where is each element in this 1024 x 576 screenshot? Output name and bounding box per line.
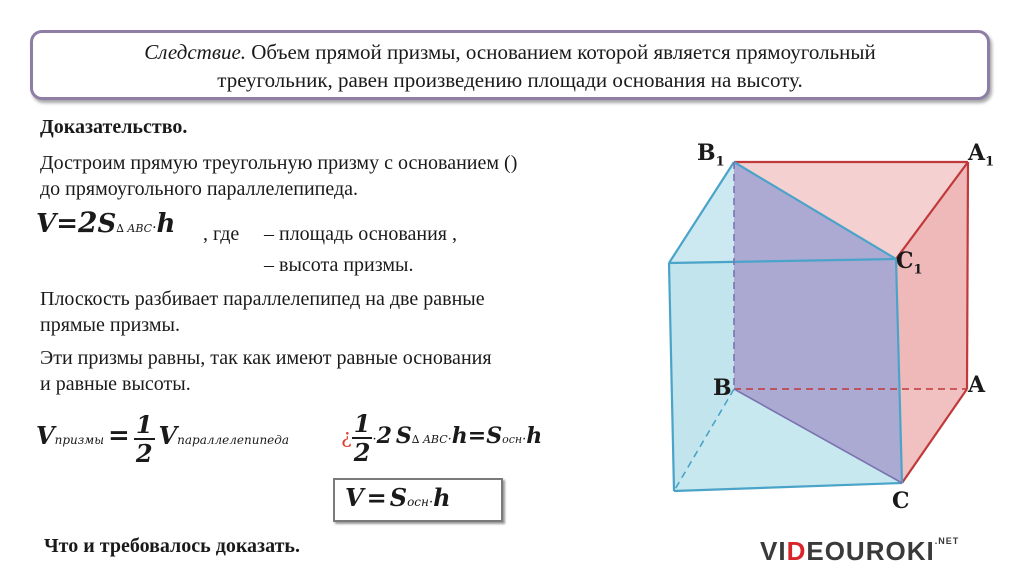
formula-s-sub: ∆ ABC: [116, 222, 153, 235]
f2-fraction-2: [352, 411, 373, 467]
formula-dot: ·: [152, 220, 157, 236]
final-eq: =: [366, 483, 387, 512]
final-v: V: [345, 483, 364, 512]
proof-paragraph-3: [40, 345, 492, 397]
label-b: B: [713, 375, 732, 401]
final-s: S: [389, 483, 408, 512]
edge-a1-a: [967, 162, 968, 389]
f2-dot-3: ·: [522, 432, 527, 447]
proof-p1-line2: до прямоугольного параллелепипеда.: [40, 178, 359, 200]
proof-paragraph-2: [40, 286, 485, 338]
formula-h: h: [156, 209, 176, 239]
f2-h2: h: [526, 423, 543, 449]
corollary-box: [30, 30, 990, 100]
f2-eq-2: =: [467, 423, 487, 449]
definition-height: – высота призмы.: [264, 254, 414, 276]
f2-denominator-2: 2: [353, 438, 371, 468]
f2-h: h: [451, 423, 468, 449]
corollary-title: Следствие.: [144, 40, 247, 64]
logo-part1: VI: [760, 536, 787, 566]
proof-paragraph-1: [40, 150, 517, 202]
videouroki-logo: [760, 536, 1010, 570]
formula-eq: =: [56, 209, 78, 239]
formula-s: S: [97, 209, 117, 239]
proof-p2-line2: прямые призмы.: [40, 314, 180, 336]
label-c1-sub: 1: [913, 262, 923, 278]
final-formula: [345, 483, 451, 512]
prism-figure: [640, 140, 1010, 530]
label-c1-main: C: [896, 248, 914, 274]
f2-denominator: 2: [135, 439, 153, 469]
f2-sub-prism: призмы: [54, 433, 105, 447]
f2-two: 2: [376, 423, 392, 449]
formula-prism-volume: [36, 404, 289, 468]
corollary-line1: Объем прямой призмы, основанием которой является прямоугольный: [246, 40, 876, 64]
f2-sub-par: параллелепипеда: [177, 433, 290, 447]
label-a1: [968, 140, 994, 169]
final-h: h: [433, 483, 451, 512]
f2-sub-abc: ∆ ABC: [411, 433, 448, 446]
f2-numerator-2: 1: [353, 409, 371, 439]
f2-s: S: [395, 423, 412, 449]
f2-v2: V: [158, 421, 178, 450]
f2-glyph: ¿: [341, 424, 352, 448]
f2-numerator: 1: [135, 410, 153, 440]
proof-p1-line1: Достроим прямую треугольную призму с основанием (): [40, 152, 518, 174]
conclusion: Что и требовалось доказать.: [44, 535, 300, 557]
final-formula-box: [333, 478, 503, 522]
label-c1: [896, 248, 923, 277]
f2-dot-1: ·: [372, 432, 377, 447]
f2-dot-2: ·: [447, 432, 452, 447]
proof-heading: Доказательство.: [40, 116, 188, 138]
f2-sub-osn: осн: [502, 433, 523, 446]
corollary-line2: треугольник, равен произведению площади основания на высоту.: [217, 68, 803, 92]
logo-part2: EOUROKI: [806, 536, 935, 566]
final-dot: ·: [428, 495, 434, 510]
proof-p2-line1: Плоскость разбивает параллелепипед на две равные: [40, 288, 485, 310]
proof-p3-line2: и равные высоты.: [40, 373, 191, 395]
formula-volume: [36, 206, 175, 246]
label-a1-sub: 1: [985, 154, 995, 170]
f2-fraction: [134, 412, 155, 468]
formula-where: , где: [203, 223, 240, 245]
logo-suffix: .NET: [934, 536, 960, 546]
f2-v: V: [36, 421, 55, 450]
label-c: C: [892, 488, 910, 514]
label-b1: [697, 140, 725, 169]
formula-v: V: [36, 209, 57, 239]
logo-accent: D: [786, 536, 807, 566]
f2-eq: =: [108, 421, 130, 451]
label-b1-sub: 1: [715, 154, 725, 170]
formula-two: 2: [77, 206, 98, 239]
formula-prism-volume-2: [341, 404, 542, 468]
proof-p3-line1: Эти призмы равны, так как имеют равные основания: [40, 347, 492, 369]
definition-area: – площадь основания ,: [264, 223, 457, 245]
final-sub: осн: [407, 495, 429, 509]
label-a: A: [968, 372, 986, 398]
label-a1-main: A: [968, 140, 986, 166]
label-b1-main: B: [697, 140, 716, 166]
f2-s2: S: [486, 423, 503, 449]
